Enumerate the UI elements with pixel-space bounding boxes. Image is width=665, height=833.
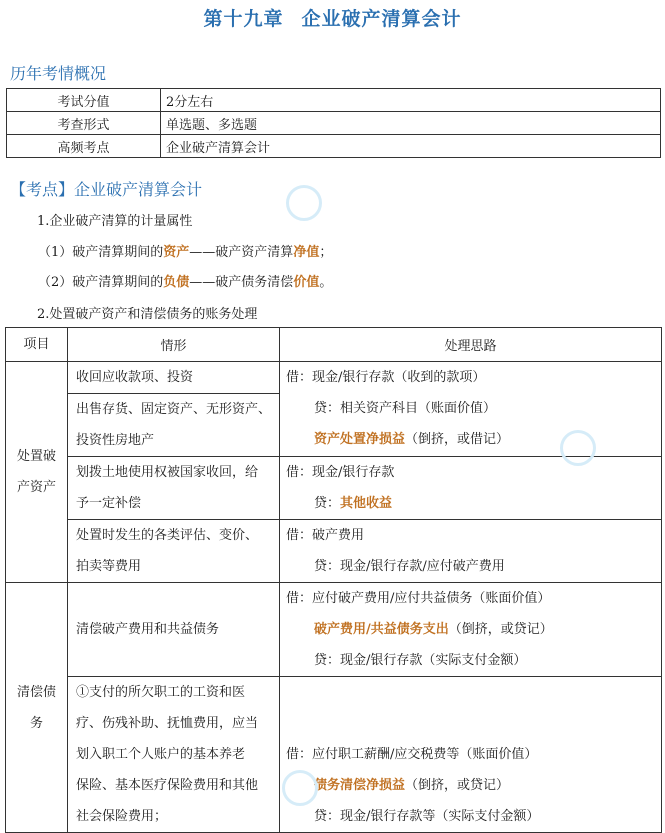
entry-credit: 贷：相关资产科目（账面价值） — [314, 401, 497, 416]
situation-line: 投资性房地产 — [76, 433, 155, 448]
situation-line: 拍卖等费用 — [76, 559, 142, 574]
situation-line: ①支付的所欠职工的工资和医 — [76, 685, 246, 700]
point1-title: 1.企业破产清算的计量属性 — [37, 214, 193, 229]
text-segment: （2）破产清算期间的 — [38, 275, 164, 290]
entry-credit: 贷：现金/银行存款/应付破产费用 — [314, 559, 505, 574]
accounting-table — [5, 327, 662, 833]
treatment-cell — [280, 677, 662, 833]
text-segment: ——破产资产清算 — [189, 245, 294, 260]
header-treatment: 处理思路 — [280, 328, 662, 362]
overview-value: 2分左右 — [161, 89, 661, 112]
header-item: 项目 — [6, 328, 68, 362]
text-segment: 。 — [319, 275, 333, 290]
group-label-line: 务 — [29, 715, 43, 731]
group-label — [6, 583, 68, 833]
entry-credit — [286, 488, 661, 519]
situation-line: 划拨土地使用权被国家收回，给 — [76, 465, 259, 480]
treatment-cell — [280, 520, 662, 583]
highlight-term: 破产费用/共益债务支出 — [314, 622, 449, 637]
entry-balancing — [286, 770, 661, 801]
overview-heading: 历年考情概况 — [10, 64, 107, 83]
table-header-row — [6, 328, 662, 362]
group-label-line: 产资产 — [16, 480, 56, 495]
situation-line: 处置时发生的各类评估、变价、 — [76, 528, 259, 543]
group-label-line: 处置破 — [16, 449, 56, 464]
text-segment: （1）破产清算期间的 — [38, 245, 164, 260]
table-row — [6, 677, 662, 833]
situation-line: 保险、基本医疗保险费用和其他 — [76, 778, 259, 793]
overview-value: 单选题、多选题 — [161, 112, 661, 135]
situation-cell — [68, 677, 280, 833]
table-row — [6, 520, 662, 583]
entry-debit: 借：破产费用 — [286, 528, 365, 543]
table-row — [7, 135, 661, 158]
situation-line: 疗、伤残补助、抚恤费用，应当 — [76, 716, 259, 731]
entry-note: （倒挤，或贷记） — [448, 622, 553, 637]
overview-value: 企业破产清算会计 — [161, 135, 661, 158]
treatment-cell — [280, 457, 662, 520]
table-row — [7, 89, 661, 112]
situation-line: 社会保险费用； — [76, 809, 168, 824]
entry-debit: 借：现金/银行存款 — [286, 465, 395, 480]
situation-cell — [68, 520, 280, 583]
table-row — [6, 362, 662, 394]
highlight-term: 净值 — [293, 245, 320, 260]
overview-key: 考试分值 — [7, 89, 161, 112]
highlight-term: 负债 — [163, 275, 190, 290]
highlight-term: 价值 — [293, 275, 320, 290]
entry-balancing — [286, 424, 661, 455]
kaodian-heading: 【考点】企业破产清算会计 — [10, 180, 203, 199]
table-row — [6, 583, 662, 677]
table-row — [7, 112, 661, 135]
entry-credit: 贷：现金/银行存款（实际支付金额） — [314, 653, 527, 668]
table-row — [6, 457, 662, 520]
situation-cell: 收回应收款项、投资 — [68, 362, 280, 394]
highlight-term: 债务清偿净损益 — [314, 778, 406, 793]
text-segment: 贷： — [314, 496, 341, 511]
overview-table — [6, 88, 661, 158]
situation-cell: 清偿破产费用和共益债务 — [68, 583, 280, 677]
chapter-number: 第十九章 — [203, 8, 284, 30]
treatment-cell — [280, 583, 662, 677]
treatment-cell — [280, 362, 662, 457]
situation-line: 予一定补偿 — [76, 496, 142, 511]
entry-debit: 借：应付职工薪酬/应交税费等（账面价值） — [286, 747, 538, 762]
overview-key: 考查形式 — [7, 112, 161, 135]
entry-debit: 借：现金/银行存款（收到的款项） — [286, 370, 486, 385]
entry-note: （倒挤，或贷记） — [405, 778, 510, 793]
chapter-name: 企业破产清算会计 — [301, 8, 462, 30]
overview-key: 高频考点 — [7, 135, 161, 158]
text-segment: ——破产债务清偿 — [189, 275, 294, 290]
group-label — [6, 362, 68, 583]
chapter-title — [0, 4, 665, 31]
entry-balancing — [286, 614, 661, 645]
entry-debit: 借：应付破产费用/应付共益债务（账面价值） — [286, 591, 551, 606]
point1-line1 — [38, 241, 332, 260]
text-segment: ； — [319, 245, 333, 260]
highlight-term: 其他收益 — [340, 496, 393, 511]
situation-line: 出售存货、固定资产、无形资产、 — [76, 402, 272, 417]
group-label-line: 清偿债 — [16, 684, 56, 700]
watermark-logo-icon — [286, 185, 322, 221]
entry-note: （倒挤，或借记） — [405, 432, 510, 447]
highlight-term: 资产 — [163, 245, 190, 260]
situation-cell — [68, 457, 280, 520]
situation-line: 划入职工个人账户的基本养老 — [76, 747, 246, 762]
point1-line2 — [38, 271, 332, 290]
point2-title: 2.处置破产资产和清偿债务的账务处理 — [37, 307, 258, 322]
highlight-term: 资产处置净损益 — [314, 432, 406, 447]
situation-cell — [68, 394, 280, 457]
header-situation: 情形 — [68, 328, 280, 362]
entry-credit: 贷：现金/银行存款等（实际支付金额） — [314, 809, 540, 824]
